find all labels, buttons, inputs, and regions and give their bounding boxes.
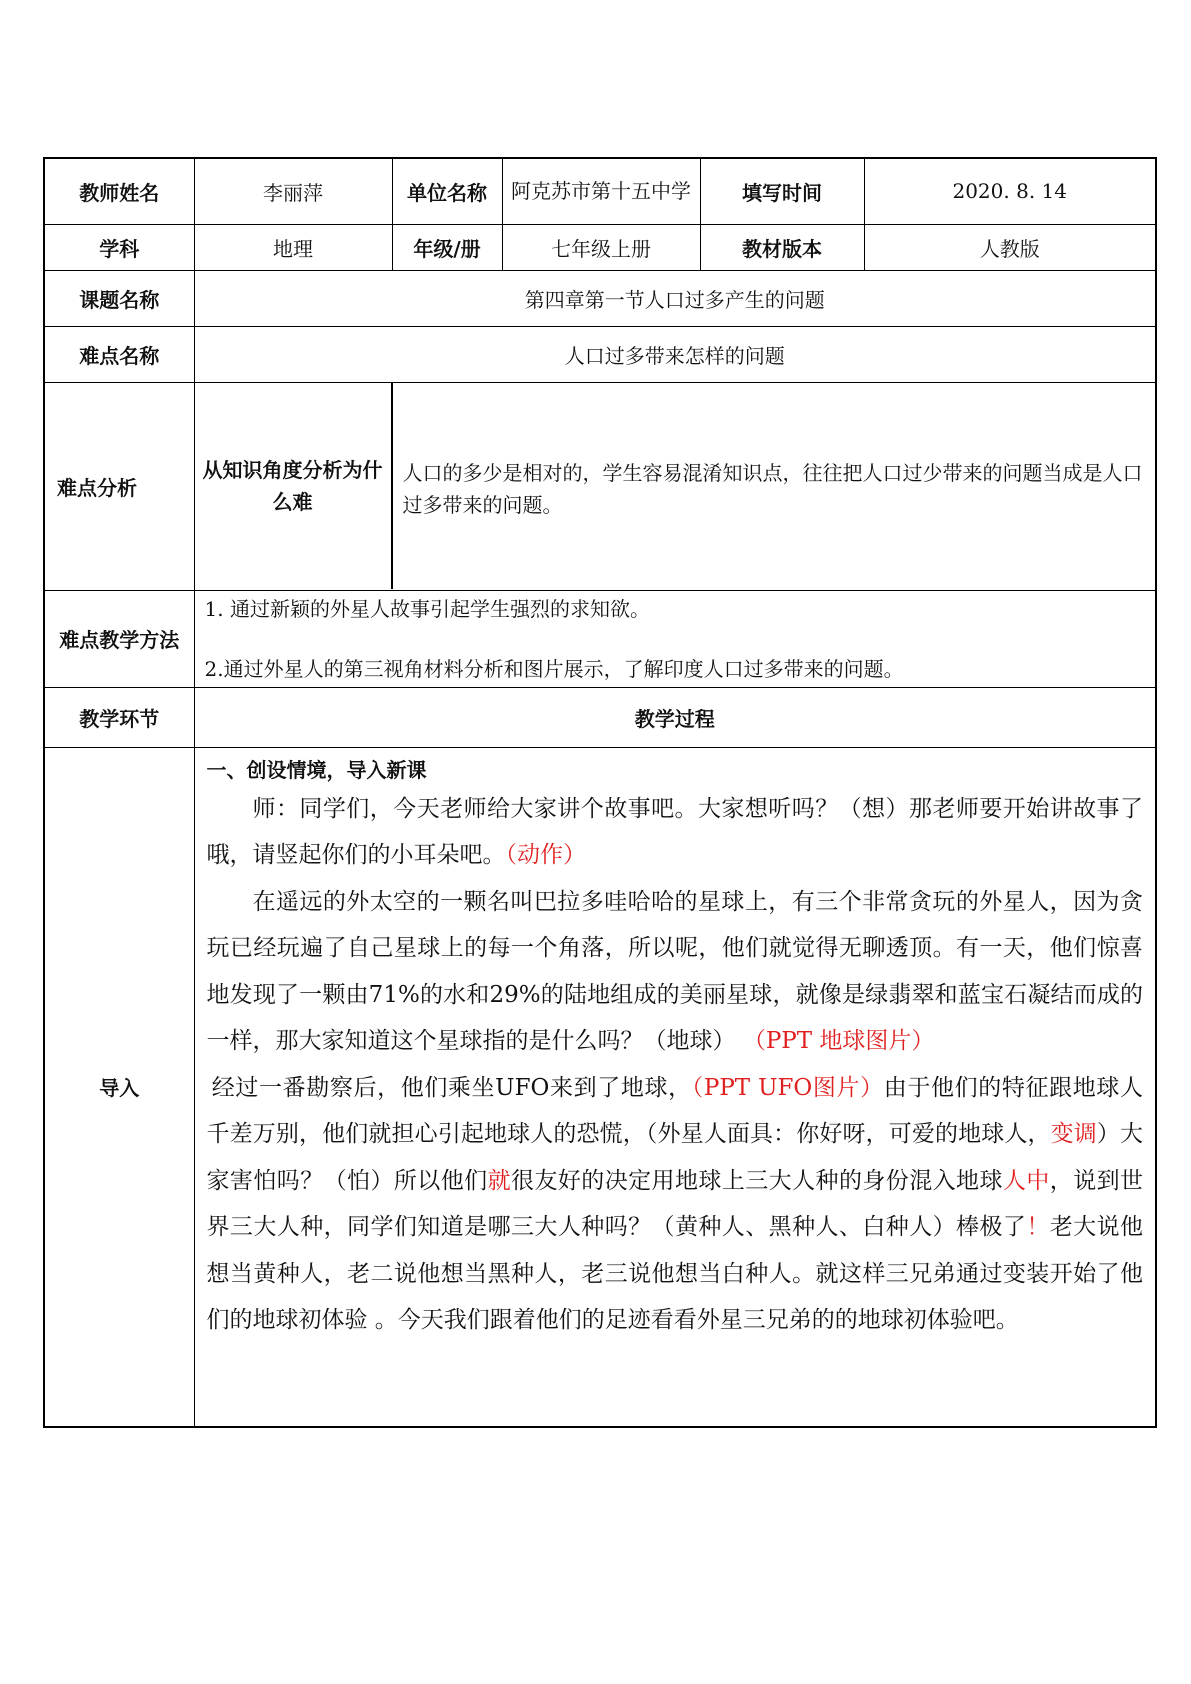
analysis-sub-label: 从知识角度分析为什么难 [195, 383, 393, 589]
intro-process-cell [194, 747, 1156, 1427]
difficulty-name-label: 难点名称 [44, 326, 194, 382]
fill-date-value: 2020. 8. 14 [864, 158, 1156, 224]
teacher-name-label: 教师姓名 [44, 158, 194, 224]
subject-value: 地理 [194, 224, 392, 270]
intro-p3-text-c: ）大家害怕吗？（怕）所以他们 [206, 1121, 1143, 1194]
intro-p3-note-3: 就 [487, 1167, 512, 1194]
method-item-1: 1. 通过新颖的外星人故事引起学生强烈的求知欲。 [204, 596, 650, 621]
intro-p1-text: 师：同学们，今天老师给大家讲个故事吧。大家想听吗？（想）那老师要开始讲故事了哦，请竖起你们的小耳朵吧。 [206, 795, 1143, 868]
intro-stage-label: 导入 [44, 747, 194, 1427]
difficulty-analysis-cell [194, 382, 1156, 590]
teaching-method-cell [194, 590, 1156, 687]
difficulty-name-value: 人口过多带来怎样的问题 [194, 326, 1156, 382]
intro-p1-note: （动作） [505, 842, 586, 868]
intro-paragraph-3 [207, 1065, 1144, 1344]
fill-date-label: 填写时间 [700, 158, 864, 224]
intro-heading: 一、创设情境，导入新课 [206, 757, 427, 782]
grade-value: 七年级上册 [502, 224, 700, 270]
intro-p3-note-4: 人中 [1002, 1167, 1050, 1194]
intro-paragraph-1 [207, 786, 1144, 879]
analysis-text: 人口的多少是相对的，学生容易混淆知识点，往往把人口过少带来的问题当成是人口过多带来的问题。 [402, 460, 1143, 517]
teaching-stage-header: 教学环节 [44, 687, 194, 747]
intro-p3-text-d: 很友好的决定用地球上三大人种的身份混入地球 [511, 1167, 1003, 1194]
topic-label: 课题名称 [44, 270, 194, 326]
intro-paragraph-2 [207, 879, 1144, 1065]
teaching-method-label: 难点教学方法 [44, 590, 194, 687]
teaching-process-header: 教学过程 [194, 687, 1156, 747]
intro-p3-note-2: 变调 [1050, 1121, 1097, 1147]
intro-p3-note-1: （PPT UFO图片） [691, 1074, 884, 1101]
intro-p3-text-e: ，说到世界三大人种，同学们知道是哪三大人种吗？（黄种人、黑种人、白种人）棒极了 [206, 1167, 1144, 1240]
unit-name-value: 阿克苏市第十五中学 [502, 158, 700, 224]
intro-p3-text-b: 由于他们的特征跟地球人千差万别，他们就担心引起地球人的恐慌，（外星人面具：你好呀，可爱的地球人， [206, 1074, 1144, 1147]
method-item-2: 2.通过外星人的第三视角材料分析和图片展示，了解印度人口过多带来的问题。 [204, 656, 904, 681]
intro-p3-text-f: 老大说他想当黄种人，老二说他想当黑种人，老三说他想当白种人。就这样三兄弟通过变装开始了他们的地球初体验 。今天我们跟着他们的足迹看看外星三兄弟的的地球初体验吧。 [206, 1214, 1144, 1333]
lesson-plan-table [43, 157, 1155, 1428]
intro-p3-text-a: 经过一番勘察后，他们乘坐UFO来到了地球， [211, 1074, 692, 1101]
unit-name-label: 单位名称 [392, 158, 502, 224]
edition-label: 教材版本 [700, 224, 864, 270]
intro-p2-text: 在遥远的外太空的一颗名叫巴拉多哇哈哈的星球上，有三个非常贪玩的外星人，因为贪玩已经玩遍了自己星球上的每一个角落，所以呢，他们就觉得无聊透顶。有一天，他们惊喜地发现了一颗由71%的水和29%的陆地组成的美丽星球，就像是绿翡翠和蓝宝石凝结而成的一样，那大家知道这个星球指的是什么吗？（地球） [206, 888, 1143, 1054]
teacher-name-value: 李丽萍 [194, 158, 392, 224]
intro-p2-note: （PPT 地球图片） [742, 1028, 935, 1054]
subject-label: 学科 [44, 224, 194, 270]
topic-value: 第四章第一节人口过多产生的问题 [194, 270, 1156, 326]
edition-value: 人教版 [864, 224, 1156, 270]
grade-label: 年级/册 [392, 224, 502, 270]
intro-p3-note-5: ！ [1026, 1214, 1050, 1240]
difficulty-analysis-label: 难点分析 [44, 382, 194, 590]
